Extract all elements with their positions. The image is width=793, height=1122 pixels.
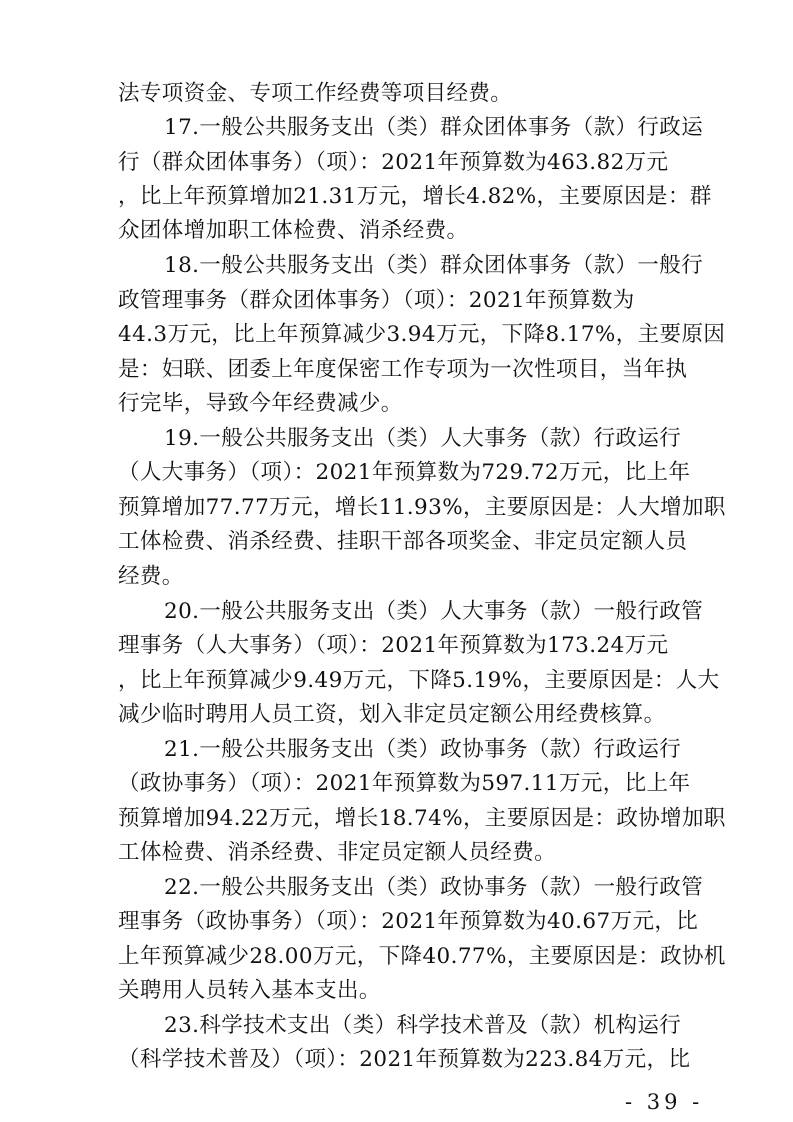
text-line: （科学技术普及）（项）：2021年预算数为223.84万元，比 <box>118 1047 691 1072</box>
text-line: 理事务（政协事务）（项）：2021年预算数为40.67万元，比 <box>118 909 699 934</box>
text-line: 23.科学技术支出（类）科学技术普及（款）机构运行 <box>164 1013 682 1038</box>
text-line: 是：妇联、团委上年度保密工作专项为一次性项目，当年执 <box>118 357 688 382</box>
text-line: 20.一般公共服务支出（类）人大事务（款）一般行政管 <box>164 599 704 624</box>
text-line: 上年预算减少28.00万元，下降40.77%，主要原因是：政协机 <box>118 944 726 969</box>
text-line: ，比上年预算减少9.49万元，下降5.19%，主要原因是：人大 <box>118 668 720 693</box>
text-line: 工体检费、消杀经费、挂职干部各项奖金、非定员定额人员 <box>118 529 688 554</box>
text-line: 22.一般公共服务支出（类）政协事务（款）一般行政管 <box>164 875 704 900</box>
text-line: 44.3万元，比上年预算减少3.94万元，下降8.17%，主要原因 <box>118 322 726 347</box>
text-line: （政协事务）（项）：2021年预算数为597.11万元，比上年 <box>118 771 691 796</box>
text-line: 预算增加77.77万元，增长11.93%，主要原因是：人大增加职 <box>118 495 726 520</box>
text-line: 预算增加94.22万元，增长18.74%，主要原因是：政协增加职 <box>118 806 726 831</box>
text-line: 18.一般公共服务支出（类）群众团体事务（款）一般行 <box>164 253 704 278</box>
text-line: 理事务（人大事务）（项）：2021年预算数为173.24万元 <box>118 633 669 658</box>
text-line: 21.一般公共服务支出（类）政协事务（款）行政运行 <box>164 737 682 762</box>
text-line: 政管理事务（群众团体事务）（项）：2021年预算数为 <box>118 288 635 313</box>
text-line: 19.一般公共服务支出（类）人大事务（款）行政运行 <box>164 426 682 451</box>
text-line: 经费。 <box>118 564 184 589</box>
page-number: - 39 - <box>625 1090 704 1114</box>
text-line: （人大事务）（项）：2021年预算数为729.72万元，比上年 <box>118 460 691 485</box>
text-line: 行完毕，导致今年经费减少。 <box>118 391 403 416</box>
text-line: 工体检费、消杀经费、非定员定额人员经费。 <box>118 840 557 865</box>
text-line: 关聘用人员转入基本支出。 <box>118 978 381 1003</box>
text-line: 17.一般公共服务支出（类）群众团体事务（款）行政运 <box>164 115 704 140</box>
text-line: ，比上年预算增加21.31万元，增长4.82%，主要原因是：群 <box>118 184 712 209</box>
text-line: 法专项资金、专项工作经费等项目经费。 <box>118 81 513 106</box>
text-line: 减少临时聘用人员工资，划入非定员定额公用经费核算。 <box>118 702 666 727</box>
text-line: 行（群众团体事务）（项）：2021年预算数为463.82万元 <box>118 150 669 175</box>
text-line: 众团体增加职工体检费、消杀经费。 <box>118 218 469 243</box>
